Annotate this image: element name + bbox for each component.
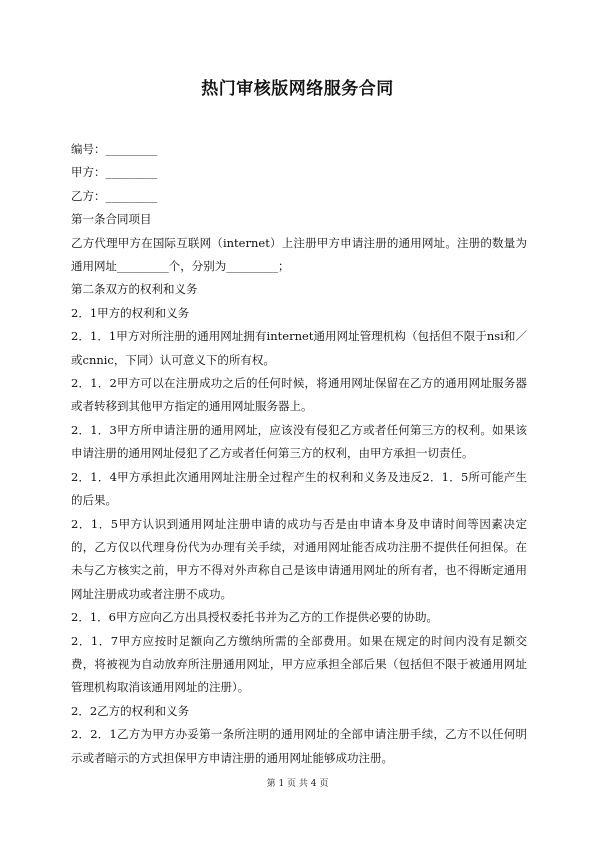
article-1-heading: 第一条合同项目 [71,212,152,227]
document-body [71,138,527,770]
document-title: 热门审核版网络服务合同 [201,79,394,99]
party-b-line: 乙方：_________ [71,188,158,203]
contract-number-line: 编号：_________ [71,142,158,156]
party-a-line: 甲方：_________ [71,165,158,180]
section-2-2-heading: 2．2乙方的权利和义务 [71,703,190,718]
page-footer: 第 1 页 共 4 页 [266,779,329,789]
clause-2-1-3: 2．1．3甲方所申请注册的通用网址，应该没有侵犯乙方或者任何第三方的权利。如果该申请注册的通用网址侵犯了乙方或者任何第三方的权利，由甲方承担一切责任。 [71,422,527,461]
clause-2-1-1: 2．1．1甲方对所注册的通用网址拥有internet通用网址管理机构（包括但不限于nsi和／或cnnic，下同）认可意义下的所有权。 [71,329,527,367]
clause-2-1-5: 2．1．5甲方认识到通用网址注册申请的成功与否是由申请本身及申请时间等因素决定的，乙方仅以代理身份代为办理有关手续，对通用网址能否成功注册不提供任何担保。在未与乙方核实之前，甲方不得对外声称自己是该申请通用网址的所有者，也不得断定通用网址注册成功或者注册不成功。 [71,516,527,601]
clause-2-1-4: 2．1．4甲方承担此次通用网址注册全过程产生的权利和义务及违反2．1．5所可能产生的后果。 [71,469,527,508]
clause-2-1-7: 2．1．7甲方应按时足额向乙方缴纳所需的全部费用。如果在规定的时间内没有足额交费，将被视为自动放弃所注册通用网址，甲方应承担全部后果（包括但不限于被通用网址管理机构取消该通用网址的注册）。 [71,633,527,695]
section-2-1-heading: 2．1甲方的权利和义务 [71,305,190,320]
clause-2-2-1: 2．2．1乙方为甲方办妥第一条所注明的通用网址的全部申请注册手续，乙方不以任何明示或者暗示的方式担保甲方申请注册的通用网址能够成功注册。 [71,727,527,765]
clause-2-1-2: 2．1．2甲方可以在注册成功之后的任何时候，将通用网址保留在乙方的通用网址服务器或者转移到其他甲方指定的通用网址服务器上。 [71,376,527,414]
article-2-heading: 第二条双方的权利和义务 [71,282,198,297]
article-1-text: 乙方代理甲方在国际互联网（internet）上注册甲方申请注册的通用网址。注册的数量为通用网址_________个，分别为_________； [71,235,527,274]
clause-2-1-6: 2．1．6甲方应向乙方出具授权委托书并为乙方的工作提供必要的协助。 [71,610,438,625]
